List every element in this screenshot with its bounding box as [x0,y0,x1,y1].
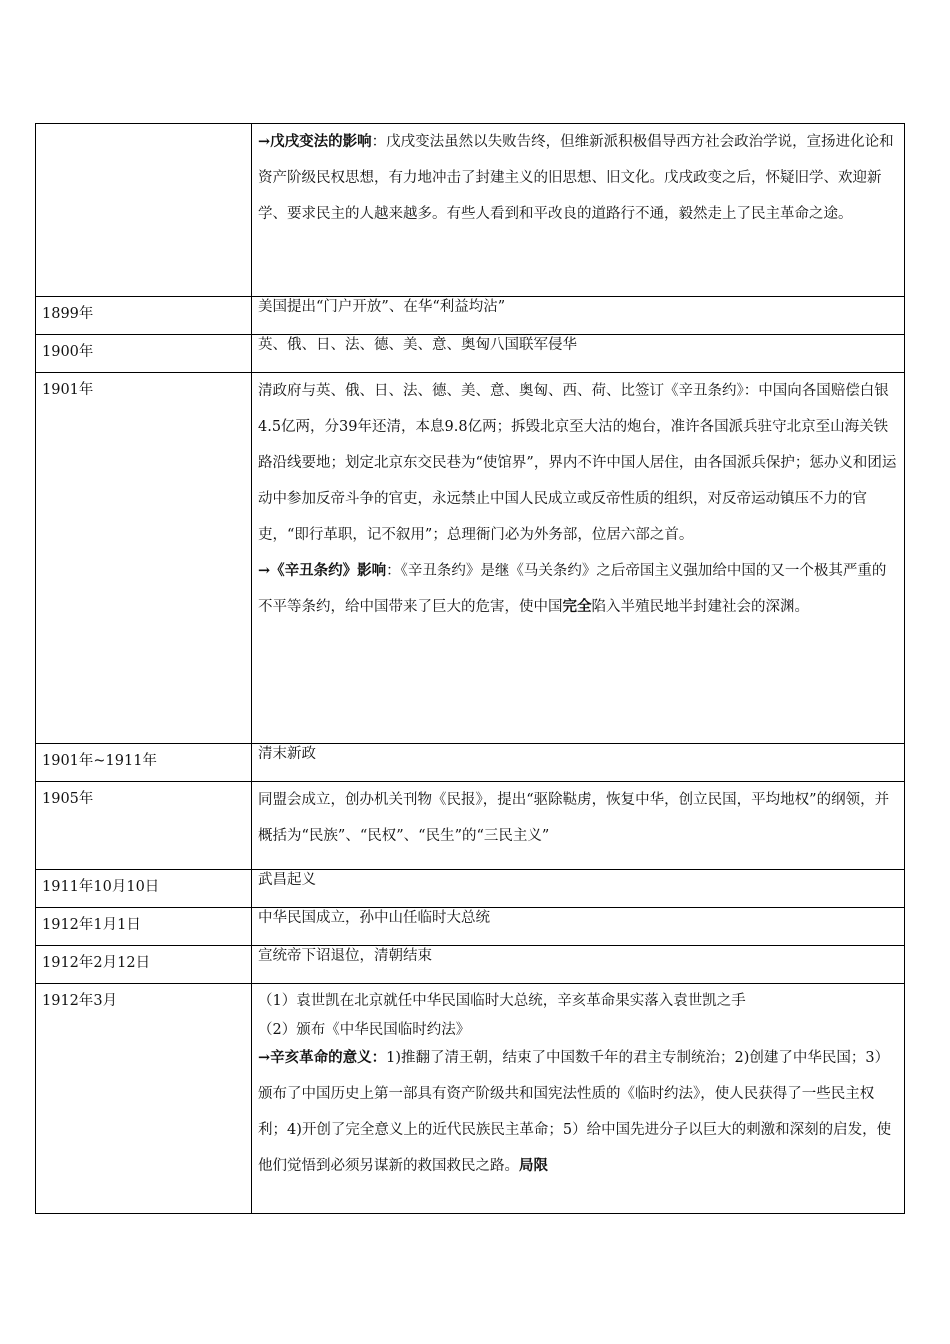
table-row [36,124,905,297]
table-row [36,782,905,870]
date-cell: 1899年 [36,297,252,335]
event-cell [252,984,905,1214]
date-cell: 1912年2月12日 [36,946,252,984]
event-cell [252,124,905,297]
table-row [36,373,905,744]
table-row [36,870,905,908]
significance-heading: →辛亥革命的意义： [258,1049,387,1066]
treaty-impact-paragraph [258,553,898,625]
impact-paragraph [258,124,898,232]
treaty-terms-paragraph: 清政府与英、俄、日、法、德、美、意、奥匈、西、荷、比签订《辛丑条约》：中国向各国赔偿白银4.5亿两，分39年还清，本息9.8亿两；拆毁北京至大沽的炮台，准许各国派兵驻守北京至山海关铁路沿线要地；划定北京东交民巷为“使馆界”，界内不许中国人居住，由各国派兵保护；惩办义和团运动中参加反帝斗争的官吏，永远禁止中国人民成立或反帝性质的组织，对反帝运动镇压不力的官吏，“即行革职，记不叙用”；总理衙门必为外务部，位居六部之首。 [258,383,897,543]
document-page [35,123,905,1214]
treaty-impact-heading: →《辛丑条约》影响 [258,562,387,579]
event-cell: 英、俄、日、法、德、美、意、奥匈八国联军侵华 [252,335,905,373]
event-cell: 清末新政 [252,744,905,782]
table-row [36,908,905,946]
date-cell [36,124,252,297]
yuan-shikai-paragraph: （1）袁世凯在北京就任中华民国临时大总统，辛亥革命果实落入袁世凯之手 [258,993,746,1009]
table-row [36,744,905,782]
table-row [36,297,905,335]
treaty-impact-text: ：《辛丑条约》是继《马关条约》之后帝国主义强加给中国的又一个极其严重的不平等条约，给中国带来了巨大的危害，使中国 [258,563,887,615]
event-cell: 武昌起义 [252,870,905,908]
date-cell: 1900年 [36,335,252,373]
event-cell [252,373,905,744]
date-cell: 1911年10月10日 [36,870,252,908]
revolution-significance-paragraph [258,1040,898,1184]
event-cell: 宣统帝下诏退位，清朝结束 [252,946,905,984]
table-row [36,335,905,373]
table-row [36,984,905,1214]
significance-text: 1)推翻了清王朝，结束了中国数千年的君主专制统治；2)创建了中华民国；3）颁布了中国历史上第一部具有资产阶级共和国宪法性质的《临时约法》，使人民获得了一些民主权利；4)开创了完全意义上的近代民族民主革命；5）给中国先进分子以巨大的刺激和深刻的启发，使他们觉悟到必须另谋新的救国救民之路。 [258,1050,892,1174]
date-cell: 1912年1月1日 [36,908,252,946]
impact-text: ：戊戌变法虽然以失败告终，但维新派积极倡导西方社会政治学说，宣扬进化论和资产阶级民权思想，有力地冲击了封建主义的旧思想、旧文化。戊戌政变之后，怀疑旧学、欢迎新学、要求民主的人越来越多。有些人看到和平改良的道路行不通，毅然走上了民主革命之途。 [258,134,894,222]
date-cell: 1912年3月 [36,984,252,1214]
impact-heading: →戊戌变法的影响 [258,133,372,150]
limitation-heading: 局限 [519,1157,548,1174]
emphasis-text: 完全 [562,598,592,615]
treaty-impact-text-end: 陷入半殖民地半封建社会的深渊。 [591,599,809,615]
history-timeline-table [35,123,905,1214]
event-cell: 中华民国成立，孙中山任临时大总统 [252,908,905,946]
date-cell: 1901年 [36,373,252,744]
date-cell: 1905年 [36,782,252,870]
event-cell: 美国提出“门户开放”、在华“利益均沾” [252,297,905,335]
table-row [36,946,905,984]
event-cell: 同盟会成立，创办机关刊物《民报》，提出“驱除鞑虏，恢复中华，创立民国，平均地权”的纲领，并概括为“民族”、“民权”、“民生”的“三民主义” [252,782,905,870]
provisional-constitution-paragraph: （2）颁布《中华民国临时约法》 [258,1022,471,1038]
date-cell: 1901年~1911年 [36,744,252,782]
